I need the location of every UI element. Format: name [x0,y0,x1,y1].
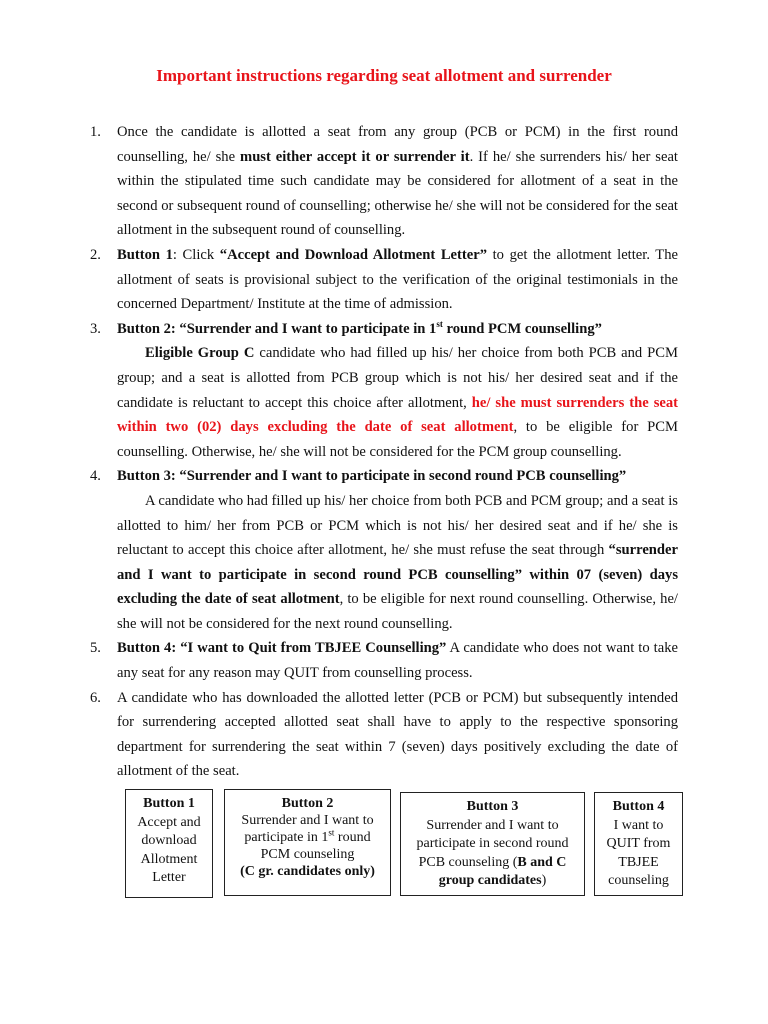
button-4-box [594,792,683,896]
item-paragraph [117,341,678,464]
item-number: 3. [90,320,101,337]
box-line [401,854,584,873]
item-emphasis: must either accept it or surrender it [240,148,470,165]
box-line: TBJEE [618,854,659,870]
box-text: ) [541,873,547,888]
item-heading [117,317,678,342]
box-text: PCB counseling ( [418,854,518,870]
list-item [88,636,678,685]
box-line: Surrender and I want to [426,817,559,833]
item-label: Button 4: “I want to Quit from TBJEE Counselling” [117,640,447,657]
item-text: A candidate who has downloaded the allotted letter (PCB or PCM) but subsequently intended for surrendering accepted allotted seat shall have to apply to the respective sponsoring department for surrendering the seat within 7 (seven) days positively excluding the date of allotment of the seat. [117,689,678,780]
button-2-box [224,789,391,896]
box-emphasis: B and C [517,854,567,870]
box-line: Letter [152,870,186,885]
item-text: , to be eligible for next round counselling. Otherwise, he/ she will not be considered for the next round counselling. [117,591,678,632]
item-number: 4. [90,468,101,485]
heading-text: Button 3: “Surrender and I want to participate in second round PCB counselling” [117,468,627,485]
box-line: counseling [608,873,669,888]
box-text: participate in 1 [244,830,329,845]
box-text: round [334,830,371,845]
box-line: PCM counseling [260,847,355,862]
item-text: : Click [172,246,220,263]
box-line: Surrender and I want to [241,813,374,828]
item-emphasis: “Accept and Download Allotment Letter” [219,246,488,263]
box-line: download [141,833,197,848]
item-number: 5. [90,640,101,657]
heading-text: round PCM counselling” [442,320,602,337]
page-title: Important instructions regarding seat allotment and surrender [156,66,612,85]
item-text: A candidate who had filled up his/ her choice from both PCB and PCM group; and a seat is allotted to him/ her from PCB or PCM which is not his/ her desired seat and if he/ she is reluctant to accept this choice after allotment, he/ she must refuse the seat through [117,492,678,559]
heading-text: Button 2: “Surrender and I want to participate in 1 [117,320,437,337]
item-text: A candidate who does not want to take any seat for any reason may QUIT from counselling process. [117,640,678,682]
box-line [225,829,390,846]
item-emphasis: “surrender and I want to participate in second round PCB counselling” within 07 (seven) days excluding the date of seat allotment [117,542,678,608]
box-emphasis: group candidates [438,873,542,888]
box-title: Button 4 [612,799,665,814]
button-1-box [125,789,213,898]
box-title: Button 2 [281,796,334,811]
item-paragraph [117,489,678,637]
item-label: Button 1 [117,246,173,263]
box-line [401,872,584,891]
box-line: participate in second round [416,836,569,851]
item-text: candidate who had filled up his/ her choice from both PCB and PCM group; and a seat is allotted from PCB group which is not his/ her desired seat and if the candidate is reluctant to accept this choice after allotment, [117,345,678,411]
button-3-box [400,792,585,896]
item-heading [117,464,678,489]
box-line: QUIT from [606,836,671,851]
box-line: Accept and [137,814,201,830]
box-line: (C gr. candidates only) [240,864,375,879]
list-item [88,243,678,317]
box-title: Button 1 [143,796,195,811]
item-text: Once the candidate is allotted a seat from any group (PCB or PCM) in the first round counselling, he/ she [117,124,678,165]
box-line: Allotment [140,851,198,867]
list-item [88,686,678,784]
list-item [88,464,678,636]
instruction-list [88,120,678,784]
heading-superscript: st [436,318,443,329]
item-number: 6. [90,689,101,706]
item-text: to get the allotment letter. The allotment of seats is provisional subject to the verification of the original testimonials in the concerned Department/ Institute at the time of admission. [117,246,678,313]
item-number: 2. [90,246,101,263]
item-warning: he/ she must surrenders the seat within two (02) days excluding the date of seat allotment [117,394,679,436]
box-superscript: st [328,827,335,838]
box-title: Button 3 [466,799,519,814]
item-number: 1. [90,124,101,140]
list-item [88,120,678,243]
box-line: I want to [613,817,664,833]
item-text: , to be eligible for PCM counselling. Otherwise, he/ she will not be considered for the PCM group counselling. [117,419,678,460]
list-item [88,317,678,465]
item-emphasis: Eligible Group C [145,345,255,362]
item-text: . If he/ she surrenders his/ her seat within the stipulated time such candidate may be considered for allotment of a seat in the second or subsequent round of counselling; otherwise he/ she will not be considered for the seat allotment in the subsequent round of counselling. [117,148,678,239]
